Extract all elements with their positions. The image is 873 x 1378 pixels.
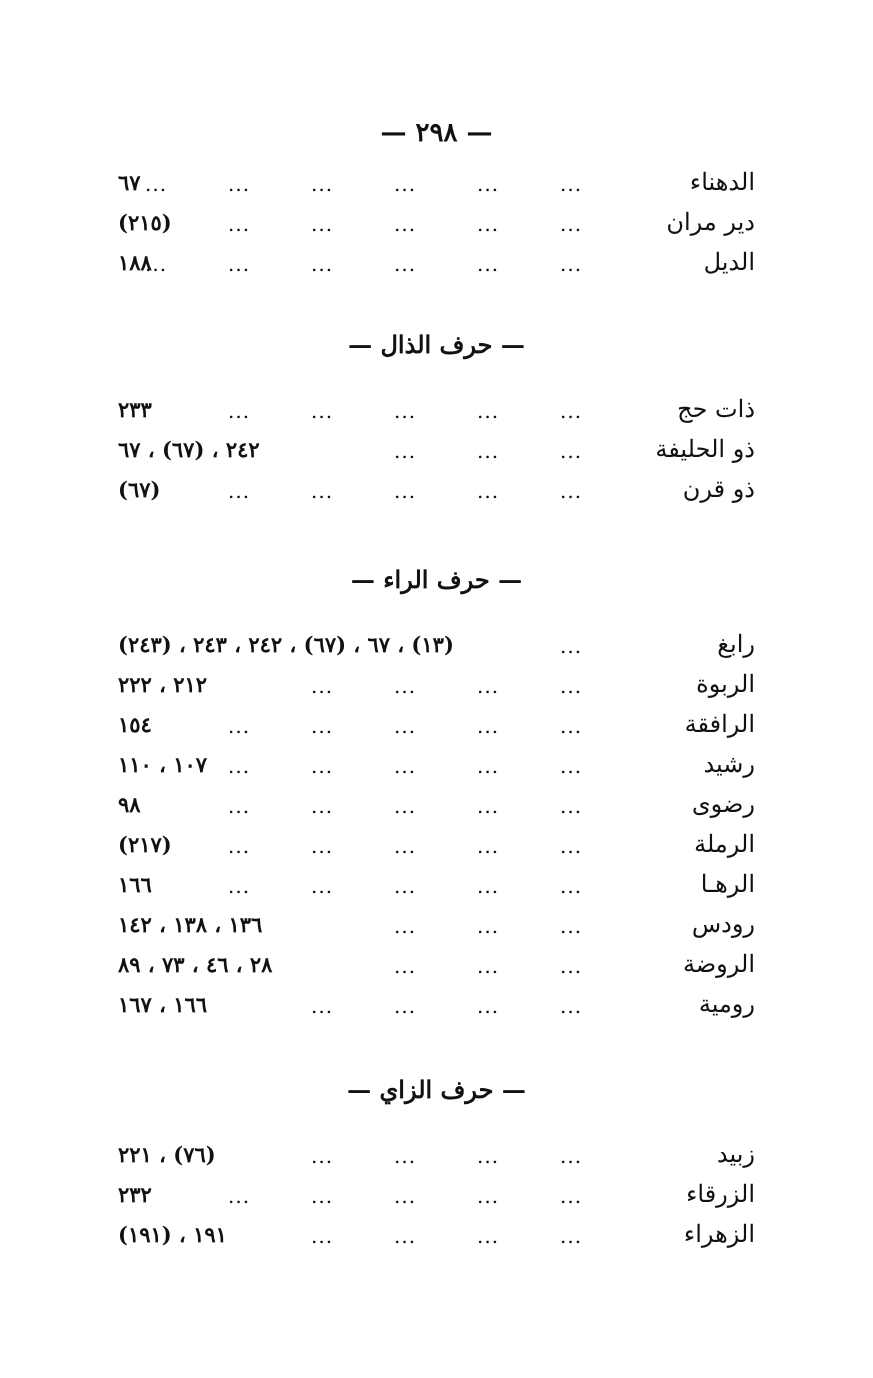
index-entry xyxy=(0,395,873,435)
leader-dots: ... xyxy=(145,172,168,196)
leader-dots: ... xyxy=(311,874,334,898)
entry-page-refs: ٢٣٢ xyxy=(118,1182,152,1207)
leader-dots: ... xyxy=(311,479,334,503)
index-entry xyxy=(0,435,873,475)
leader-dots: ... xyxy=(477,754,500,778)
entry-page-refs: ٢٤٢ ، (٦٧) ، ٦٧ xyxy=(118,437,260,462)
entry-place-name: ذات حج xyxy=(677,395,755,423)
leader-dots: ... xyxy=(560,439,583,463)
leader-dots: ... xyxy=(311,794,334,818)
leader-dots: ... xyxy=(477,1184,500,1208)
leader-dots: ... xyxy=(394,954,417,978)
leader-dots: ... xyxy=(394,172,417,196)
leader-dots: ... xyxy=(228,714,251,738)
entry-page-refs: ١٨٨ xyxy=(118,250,152,275)
entry-place-name: الرافقة xyxy=(684,710,755,738)
leader-dots: ... xyxy=(394,834,417,858)
leader-dots: ... xyxy=(477,874,500,898)
index-entry xyxy=(0,168,873,208)
entry-page-refs: (٧٦) ، ٢٢١ xyxy=(118,1142,216,1167)
leader-dots: ... xyxy=(394,399,417,423)
entry-place-name: الزرقاء xyxy=(686,1180,755,1208)
leader-dots: ... xyxy=(477,479,500,503)
leader-dots: ... xyxy=(311,754,334,778)
leader-dots: ... xyxy=(228,399,251,423)
section-heading: — حرف الزاي — xyxy=(347,1075,526,1104)
entry-page-refs: ٩٨ xyxy=(118,792,141,817)
entry-page-refs: ٢٣٣ xyxy=(118,397,152,422)
leader-dots: ... xyxy=(477,714,500,738)
leader-dots: ... xyxy=(560,834,583,858)
leader-dots: ... xyxy=(228,1184,251,1208)
leader-dots: ... xyxy=(477,399,500,423)
leader-dots: ... xyxy=(311,399,334,423)
leader-dots: ... xyxy=(394,674,417,698)
page-number: — ٢٩٨ — xyxy=(380,118,493,148)
index-entry xyxy=(0,248,873,288)
entry-page-refs: (٢١٧) xyxy=(118,832,172,857)
leader-dots: ... xyxy=(394,212,417,236)
leader-dots: ... xyxy=(560,754,583,778)
section-heading: — حرف الراء — xyxy=(350,565,523,594)
leader-dots: ... xyxy=(394,914,417,938)
index-entry xyxy=(0,830,873,870)
leader-dots: ... xyxy=(394,1144,417,1168)
leader-dots: ... xyxy=(477,954,500,978)
entry-page-refs: ١٠٧ ، ١١٠ xyxy=(118,752,208,777)
leader-dots: ... xyxy=(228,252,251,276)
index-entry xyxy=(0,1180,873,1220)
leader-dots: ... xyxy=(560,994,583,1018)
leader-dots: ... xyxy=(560,172,583,196)
leader-dots: ... xyxy=(311,1184,334,1208)
section-dhal xyxy=(0,330,873,515)
leader-dots: ... xyxy=(560,714,583,738)
entry-page-refs: ١٦٦ ، ١٦٧ xyxy=(118,992,208,1017)
leader-dots: ... xyxy=(394,714,417,738)
entry-place-name: الروضة xyxy=(682,950,755,978)
leader-dots: ... xyxy=(560,1184,583,1208)
leader-dots: ... xyxy=(477,439,500,463)
index-entry xyxy=(0,790,873,830)
leader-dots: ... xyxy=(394,754,417,778)
entry-place-name: رومية xyxy=(698,990,755,1018)
index-entry xyxy=(0,710,873,750)
index-entry xyxy=(0,910,873,950)
leader-dots: ... xyxy=(477,834,500,858)
leader-dots: ... xyxy=(477,674,500,698)
leader-dots: ... xyxy=(311,674,334,698)
entry-page-refs: ١٩١ ، (١٩١) xyxy=(118,1222,227,1247)
entry-page-refs: ٢١٢ ، ٢٢٢ xyxy=(118,672,208,697)
entry-place-name: ذو قرن xyxy=(682,475,755,503)
entry-place-name: الربوة xyxy=(696,670,755,698)
leader-dots: ... xyxy=(477,252,500,276)
leader-dots: ... xyxy=(477,994,500,1018)
leader-dots: ... xyxy=(560,1224,583,1248)
entry-page-refs: (٢١٥) xyxy=(118,210,172,235)
leader-dots: ... xyxy=(394,1224,417,1248)
leader-dots: ... xyxy=(394,439,417,463)
entry-page-refs: ١٥٤ xyxy=(118,712,152,737)
leader-dots: ... xyxy=(477,1224,500,1248)
leader-dots: ... xyxy=(560,479,583,503)
entry-page-refs: ١٣٦ ، ١٣٨ ، ١٤٢ xyxy=(118,912,263,937)
leader-dots: ... xyxy=(477,1144,500,1168)
leader-dots: ... xyxy=(311,994,334,1018)
section-dal-continued xyxy=(0,168,873,288)
index-entry xyxy=(0,950,873,990)
leader-dots: ... xyxy=(228,172,251,196)
leader-dots: ... xyxy=(394,252,417,276)
section-ra xyxy=(0,565,873,1030)
index-entry xyxy=(0,475,873,515)
entry-place-name: رودس xyxy=(691,910,755,938)
leader-dots: ... xyxy=(560,212,583,236)
entry-page-refs: ١٦٦ xyxy=(118,872,152,897)
entry-list xyxy=(0,1140,873,1260)
index-entry xyxy=(0,208,873,248)
leader-dots: ... xyxy=(228,212,251,236)
entry-page-refs: ٢٨ ، ٤٦ ، ٧٣ ، ٨٩ xyxy=(118,952,273,977)
leader-dots: ... xyxy=(560,914,583,938)
leader-dots: ... xyxy=(228,834,251,858)
leader-dots: ... xyxy=(394,1184,417,1208)
index-entry xyxy=(0,990,873,1030)
index-entry xyxy=(0,750,873,790)
leader-dots: ... xyxy=(311,252,334,276)
entry-page-refs: (٦٧) xyxy=(118,477,161,502)
leader-dots: ... xyxy=(477,794,500,818)
index-entry xyxy=(0,870,873,910)
leader-dots: ... xyxy=(560,874,583,898)
leader-dots: ... xyxy=(394,994,417,1018)
leader-dots: ... xyxy=(560,954,583,978)
leader-dots: ... xyxy=(311,834,334,858)
entry-place-name: الدهناء xyxy=(689,168,755,196)
entry-place-name: رضوى xyxy=(691,790,755,818)
entry-place-name: ذو الحليفة xyxy=(655,435,755,463)
leader-dots: ... xyxy=(560,399,583,423)
leader-dots: ... xyxy=(145,252,168,276)
section-zay xyxy=(0,1075,873,1260)
leader-dots: ... xyxy=(560,634,583,658)
entry-place-name: زبيد xyxy=(716,1140,755,1168)
entry-list xyxy=(0,630,873,1030)
entry-place-name: الزهراء xyxy=(683,1220,755,1248)
leader-dots: ... xyxy=(311,172,334,196)
section-heading: — حرف الذال — xyxy=(348,330,525,359)
index-entry xyxy=(0,670,873,710)
entry-place-name: رابغ xyxy=(717,630,755,658)
index-entry xyxy=(0,1220,873,1260)
entry-list xyxy=(0,168,873,288)
leader-dots: ... xyxy=(394,794,417,818)
leader-dots: ... xyxy=(228,794,251,818)
leader-dots: ... xyxy=(311,1224,334,1248)
leader-dots: ... xyxy=(560,794,583,818)
leader-dots: ... xyxy=(228,754,251,778)
leader-dots: ... xyxy=(560,1144,583,1168)
entry-list xyxy=(0,395,873,515)
leader-dots: ... xyxy=(394,874,417,898)
leader-dots: ... xyxy=(311,714,334,738)
entry-place-name: رشيد xyxy=(703,750,755,778)
leader-dots: ... xyxy=(311,1144,334,1168)
leader-dots: ... xyxy=(560,252,583,276)
entry-place-name: الرهـا xyxy=(700,870,755,898)
leader-dots: ... xyxy=(477,172,500,196)
leader-dots: ... xyxy=(560,674,583,698)
index-entry xyxy=(0,630,873,670)
entry-place-name: الرملة xyxy=(694,830,755,858)
leader-dots: ... xyxy=(477,212,500,236)
entry-page-refs: ٦٧ xyxy=(118,170,141,195)
leader-dots: ... xyxy=(228,874,251,898)
entry-page-refs: (١٣) ، ٦٧ ، (٦٧) ، ٢٤٢ ، ٢٤٣ ، (٢٤٣) xyxy=(118,632,454,657)
leader-dots: ... xyxy=(477,914,500,938)
entry-place-name: الديل xyxy=(703,248,755,276)
index-entry xyxy=(0,1140,873,1180)
entry-place-name: دير مران xyxy=(666,208,755,236)
leader-dots: ... xyxy=(311,212,334,236)
leader-dots: ... xyxy=(394,479,417,503)
leader-dots: ... xyxy=(228,479,251,503)
